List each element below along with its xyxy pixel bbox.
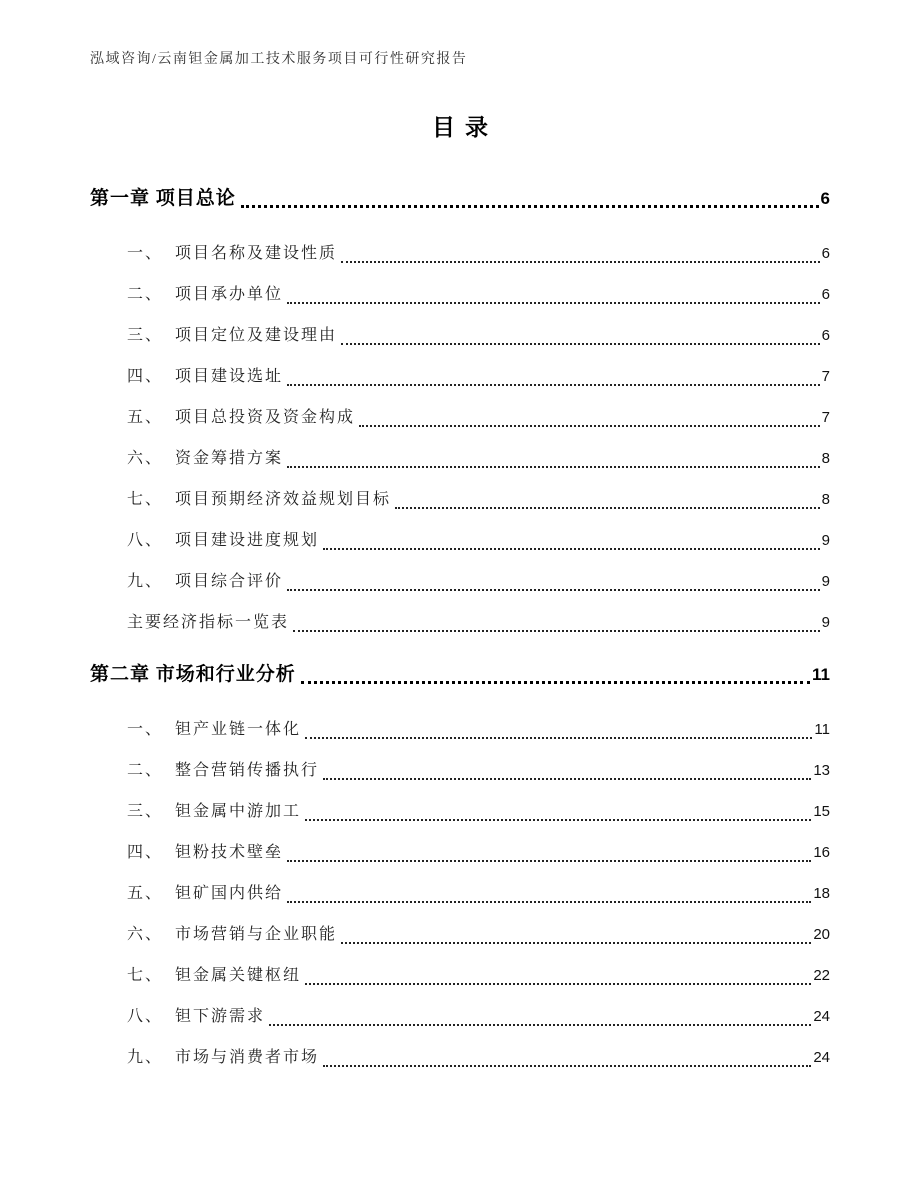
page-number: 18: [813, 885, 830, 902]
toc-item-row[interactable]: [127, 1005, 830, 1029]
dotted-leader: [395, 507, 820, 509]
item-label: 项目定位及建设理由: [175, 327, 338, 344]
chapter-label: 第二章 市场和行业分析: [90, 664, 296, 685]
toc-chapter-row[interactable]: [90, 186, 830, 212]
item-label: 钽粉技术壁垒: [175, 844, 284, 861]
item-number: 六、: [127, 926, 164, 943]
item-number: 四、: [127, 844, 164, 861]
page-number: 11: [814, 721, 830, 738]
dotted-leader: [305, 737, 812, 739]
toc-item-row[interactable]: [127, 718, 830, 742]
document-header: 泓域咨询/云南钽金属加工技术服务项目可行性研究报告: [90, 52, 468, 67]
item-number: 七、: [127, 967, 164, 984]
page-number: 24: [813, 1049, 830, 1066]
item-number: 二、: [127, 286, 164, 303]
page-number: 16: [813, 844, 830, 861]
item-label: 项目预期经济效益规划目标: [175, 491, 392, 508]
dotted-leader: [293, 630, 820, 632]
page-number: 11: [812, 665, 830, 684]
item-label: 钽金属关键枢纽: [175, 967, 302, 984]
dotted-leader: [341, 343, 820, 345]
toc-item-row[interactable]: [127, 841, 830, 865]
dotted-leader: [305, 819, 811, 821]
dotted-leader: [359, 425, 820, 427]
toc-chapter-row[interactable]: [90, 662, 830, 688]
dotted-leader: [301, 681, 810, 684]
item-number: 六、: [127, 450, 164, 467]
dotted-leader: [341, 261, 820, 263]
item-label: 项目综合评价: [175, 573, 284, 590]
chapter-label: 第一章 项目总论: [90, 188, 236, 209]
toc-item-row[interactable]: [127, 1046, 830, 1070]
page-number: 6: [821, 286, 830, 303]
toc-item-row[interactable]: [127, 882, 830, 906]
toc-item-row[interactable]: [127, 324, 830, 348]
item-label: 钽产业链一体化: [175, 721, 302, 738]
item-label: 项目总投资及资金构成: [175, 409, 356, 426]
item-label: 市场与消费者市场: [175, 1049, 320, 1066]
toc-item-row[interactable]: [127, 488, 830, 512]
dotted-leader: [287, 302, 820, 304]
item-label: 项目名称及建设性质: [175, 245, 338, 262]
dotted-leader: [287, 860, 811, 862]
dotted-leader: [287, 384, 820, 386]
item-label: 主要经济指标一览表: [127, 614, 290, 631]
dotted-leader: [287, 589, 820, 591]
item-label: 项目建设进度规划: [175, 532, 320, 549]
item-label: 资金筹措方案: [175, 450, 284, 467]
item-label: 市场营销与企业职能: [175, 926, 338, 943]
toc-item-row[interactable]: [127, 570, 830, 594]
toc-item-row[interactable]: [127, 242, 830, 266]
page-number: 6: [821, 245, 830, 262]
item-number: 九、: [127, 1049, 164, 1066]
item-number: 三、: [127, 327, 164, 344]
item-number: 九、: [127, 573, 164, 590]
page-number: 24: [813, 1008, 830, 1025]
dotted-leader: [323, 548, 820, 550]
item-number: 五、: [127, 885, 164, 902]
dotted-leader: [287, 901, 811, 903]
item-label: 钽矿国内供给: [175, 885, 284, 902]
item-number: 三、: [127, 803, 164, 820]
page-number: 9: [821, 573, 830, 590]
item-number: 八、: [127, 1008, 164, 1025]
page-number: 8: [821, 450, 830, 467]
page-number: 7: [821, 368, 830, 385]
item-number: 四、: [127, 368, 164, 385]
item-number: 一、: [127, 721, 164, 738]
dotted-leader: [305, 983, 811, 985]
page-number: 20: [813, 926, 830, 943]
dotted-leader: [241, 205, 819, 208]
dotted-leader: [287, 466, 820, 468]
dotted-leader: [341, 942, 811, 944]
table-of-contents: [90, 186, 830, 1070]
toc-item-row[interactable]: [127, 447, 830, 471]
item-number: 七、: [127, 491, 164, 508]
toc-item-row[interactable]: [127, 964, 830, 988]
page-number: 8: [821, 491, 830, 508]
toc-item-row[interactable]: [127, 365, 830, 389]
page-number: 7: [821, 409, 830, 426]
page-number: 9: [821, 532, 830, 549]
item-number: 一、: [127, 245, 164, 262]
toc-item-row[interactable]: [127, 283, 830, 307]
item-number: 八、: [127, 532, 164, 549]
chapter-block-1: [90, 186, 830, 635]
item-number: 五、: [127, 409, 164, 426]
page-number: 13: [813, 762, 830, 779]
item-label: 整合营销传播执行: [175, 762, 320, 779]
dotted-leader: [323, 778, 811, 780]
dotted-leader: [269, 1024, 811, 1026]
dotted-leader: [323, 1065, 811, 1067]
item-label: 项目建设选址: [175, 368, 284, 385]
item-label: 项目承办单位: [175, 286, 284, 303]
chapter-block-2: [90, 662, 830, 1070]
toc-item-row[interactable]: [127, 406, 830, 430]
toc-item-row[interactable]: [127, 611, 830, 635]
page-title: 目录: [432, 115, 498, 140]
toc-item-row[interactable]: [127, 800, 830, 824]
item-label: 钽下游需求: [175, 1008, 266, 1025]
page-number: 22: [813, 967, 830, 984]
page-number: 6: [821, 327, 830, 344]
item-label: 钽金属中游加工: [175, 803, 302, 820]
page-number: 6: [820, 189, 830, 208]
toc-item-row[interactable]: [127, 529, 830, 553]
toc-item-row[interactable]: [127, 923, 830, 947]
page-number: 9: [821, 614, 830, 631]
toc-item-row[interactable]: [127, 759, 830, 783]
page-number: 15: [813, 803, 830, 820]
item-number: 二、: [127, 762, 164, 779]
